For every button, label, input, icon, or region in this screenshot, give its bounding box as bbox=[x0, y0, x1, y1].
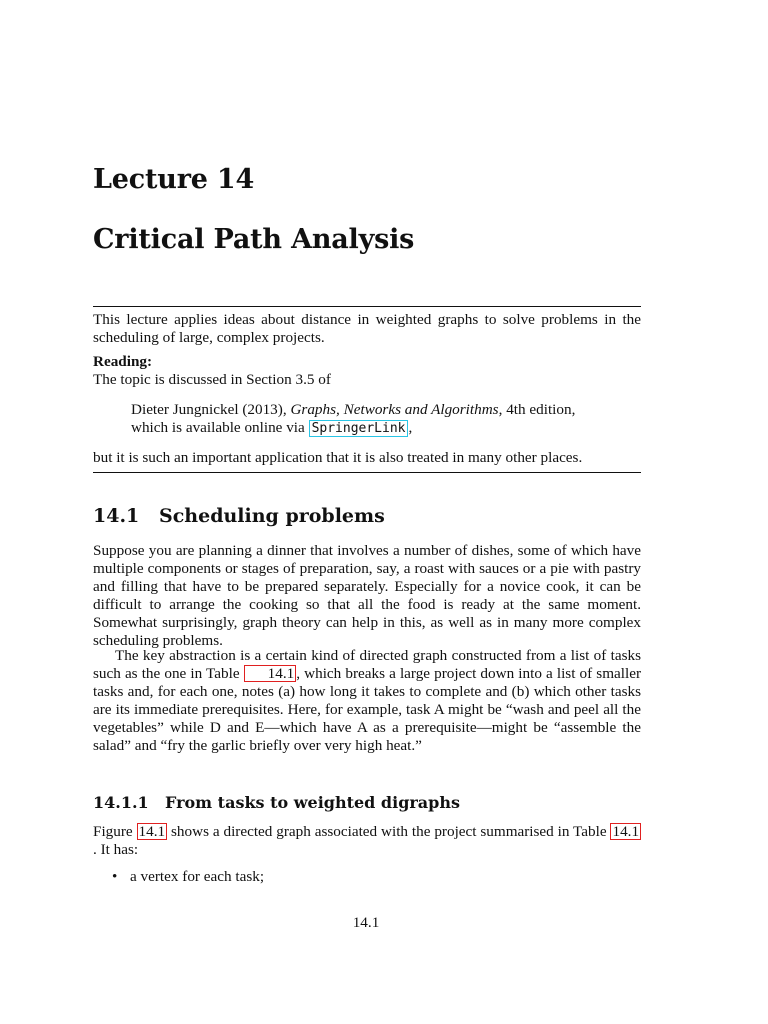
subsection-number: 14.1.1 bbox=[93, 793, 149, 812]
paragraph-3 bbox=[93, 823, 641, 859]
subsection-heading bbox=[93, 793, 460, 812]
section-heading bbox=[93, 505, 385, 527]
reading-closing: but it is such an important application that it is also treated in many other places. bbox=[93, 449, 583, 466]
bullet-text: a vertex for each task; bbox=[130, 868, 265, 885]
citation-line-2 bbox=[131, 419, 591, 437]
table-ref-link[interactable]: 14.1 bbox=[244, 665, 297, 682]
chapter-title: Critical Path Analysis bbox=[93, 224, 415, 255]
springerlink-link[interactable]: SpringerLink bbox=[309, 420, 409, 437]
paragraph-3-b: shows a directed graph associated with the project summarised in Table bbox=[171, 823, 607, 840]
figure-ref-link[interactable]: 14.1 bbox=[138, 823, 166, 840]
paragraph-3-c: . It has: bbox=[93, 841, 139, 858]
paragraph-2-b: , which breaks a large project down into a list of smaller tasks and, for each one, notes (a) how long it takes to complete and (b) which other tasks are its immediate prerequisites. Here, for example, task A might be “wash and peel all the vegetables” while D and E—which have A as a prerequisite—might be “assemble the salad” and “fry the garlic briefly over very high heat.” bbox=[93, 665, 641, 754]
citation-line-1 bbox=[131, 401, 591, 419]
citation-edition: , 4th edition, bbox=[498, 401, 576, 418]
subsection-title: From tasks to weighted digraphs bbox=[165, 793, 460, 812]
citation-available: which is available online via bbox=[131, 419, 305, 436]
reading-label: Reading: bbox=[93, 353, 153, 370]
citation-block bbox=[131, 401, 591, 437]
reading-intro: The topic is discussed in Section 3.5 of bbox=[93, 371, 331, 388]
paragraph-2-a: The key abstraction is a certain kind of directed graph constructed from a list of tasks such as the one in Table bbox=[93, 647, 641, 682]
paragraph-1 bbox=[93, 542, 641, 650]
paragraph-3-text bbox=[93, 823, 641, 859]
bottom-rule bbox=[93, 472, 641, 473]
section-title: Scheduling problems bbox=[159, 505, 385, 527]
abstract-text: This lecture applies ideas about distance in weighted graphs to solve problems in the scheduling of large, complex projects. bbox=[93, 311, 641, 346]
paragraph-2 bbox=[93, 647, 641, 755]
paragraph-2-text bbox=[93, 647, 641, 755]
table-ref-link-2[interactable]: 14.1 bbox=[612, 823, 640, 840]
bullet-list bbox=[112, 868, 264, 886]
citation-author: Dieter Jungnickel (2013), bbox=[131, 401, 287, 418]
lecture-heading: Lecture 14 bbox=[93, 164, 255, 195]
top-rule bbox=[93, 306, 641, 307]
page-number: 14.1 bbox=[352, 914, 380, 931]
bullet-item bbox=[112, 868, 264, 886]
section-number: 14.1 bbox=[93, 505, 140, 527]
citation-period: , bbox=[408, 419, 413, 436]
citation-title: Graphs, Networks and Algorithms bbox=[290, 401, 499, 418]
paragraph-3-a: Figure bbox=[93, 823, 133, 840]
abstract bbox=[93, 311, 641, 347]
paragraph-1-text: Suppose you are planning a dinner that involves a number of dishes, some of which have multiple components or stages of preparation, say, a roast with sauces or a pie with pastry and filling that have to be prepared separately. Especially for a novice cook, it can be difficult to arrange the cooking so that all the food is ready at the same moment. Somewhat surprisingly, graph theory can help in this, as well as in many more complex scheduling problems. bbox=[93, 542, 641, 649]
bullet-icon: • bbox=[112, 868, 118, 885]
